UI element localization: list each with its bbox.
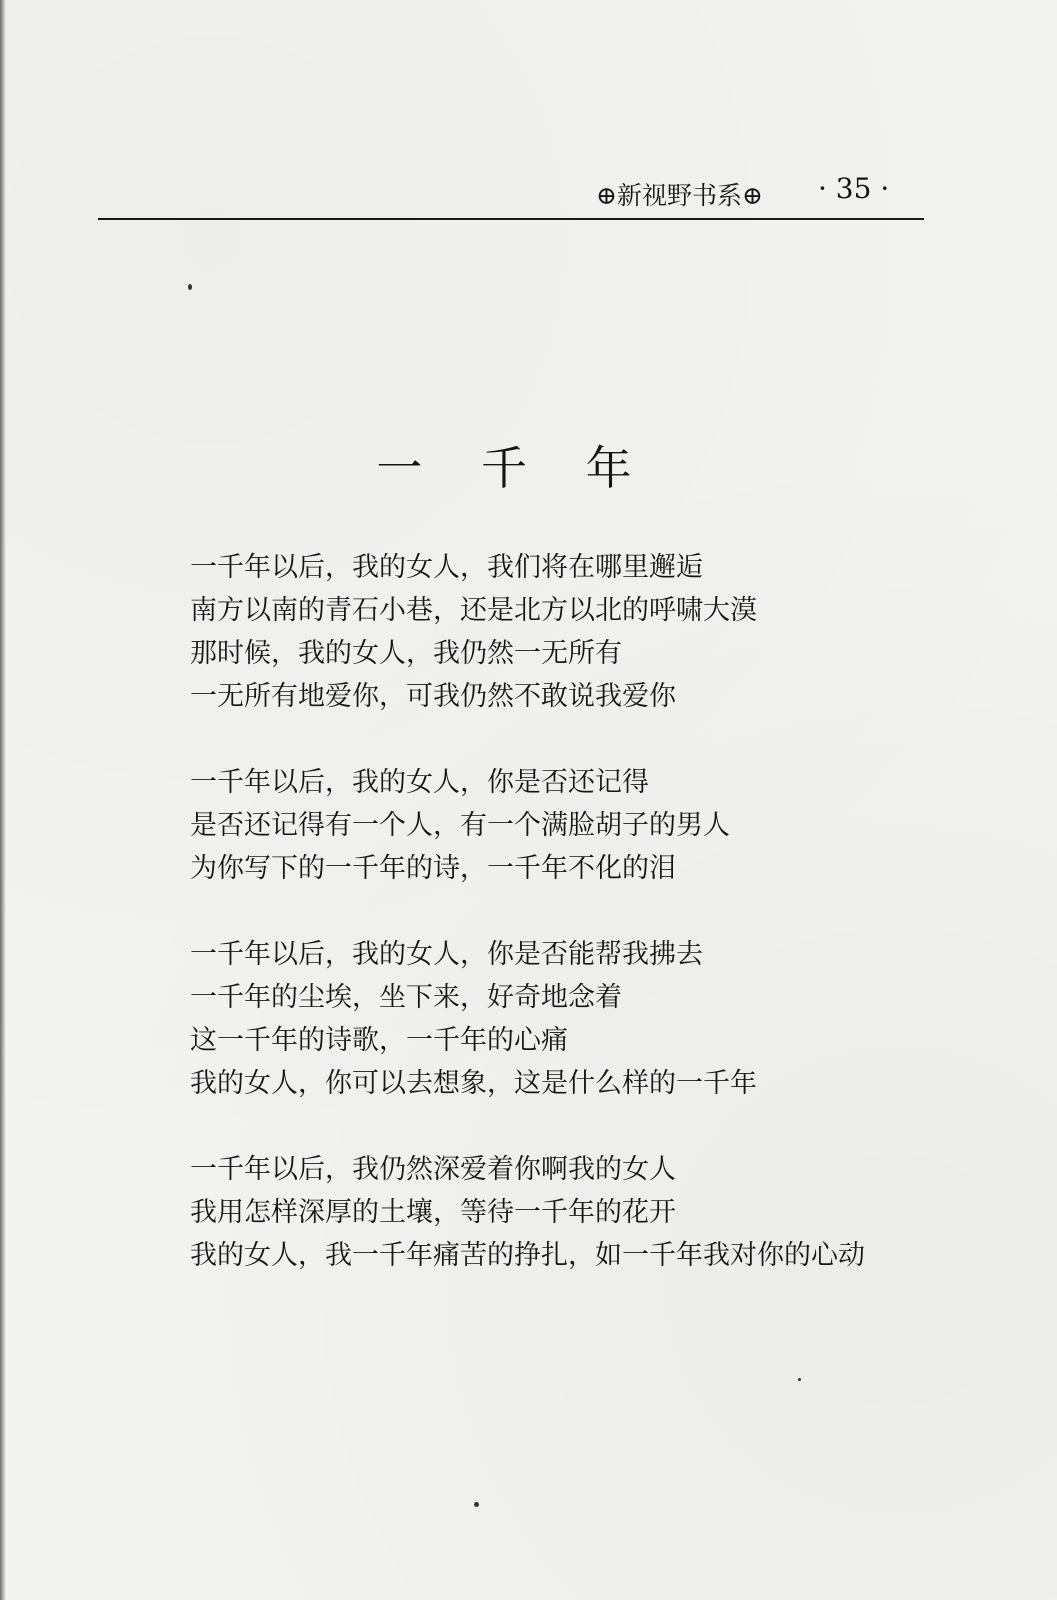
- poem-line: 那时候，我的女人，我仍然一无所有: [190, 638, 622, 669]
- page-number: · 35 ·: [818, 172, 890, 205]
- poem-line: 这一千年的诗歌，一千年的心痛: [190, 1025, 568, 1056]
- scan-speck: [474, 1502, 479, 1507]
- header-rule: [98, 218, 924, 220]
- poem-line: 为你写下的一千年的诗，一千年不化的泪: [190, 853, 676, 884]
- poem-line: 一无所有地爱你，可我仍然不敢说我爱你: [190, 681, 676, 712]
- poem-line: 一千年以后，我的女人，你是否还记得: [190, 767, 649, 798]
- poem-body: [190, 546, 950, 1320]
- scan-speck: [798, 1378, 801, 1381]
- scan-edge-shadow: [0, 0, 6, 1600]
- stanza-2: [190, 761, 950, 890]
- poem-line: 一千年以后，我的女人，我们将在哪里邂逅: [190, 552, 703, 583]
- poem-line: 一千年以后，我的女人，你是否能帮我拂去: [190, 939, 703, 970]
- poem-line: 是否还记得有一个人，有一个满脸胡子的男人: [190, 810, 730, 841]
- stanza-1: [190, 546, 950, 718]
- scan-speck: [188, 284, 192, 290]
- stanza-4: [190, 1148, 950, 1277]
- running-header: [98, 168, 922, 216]
- poem-line: 我用怎样深厚的土壤，等待一千年的花开: [190, 1197, 676, 1228]
- poem-line: 一千年以后，我仍然深爱着你啊我的女人: [190, 1154, 676, 1185]
- poem-line: 我的女人，我一千年痛苦的挣扎，如一千年我对你的心动: [190, 1240, 865, 1271]
- series-name: ⊕新视野书系⊕: [596, 181, 763, 210]
- poem-line: 一千年的尘埃，坐下来，好奇地念着: [190, 982, 622, 1013]
- stanza-3: [190, 933, 950, 1105]
- poem-title: 一 千 年: [376, 441, 654, 495]
- poem-line: 南方以南的青石小巷，还是北方以北的呼啸大漠: [190, 595, 757, 626]
- poem-line: 我的女人，你可以去想象，这是什么样的一千年: [190, 1068, 757, 1099]
